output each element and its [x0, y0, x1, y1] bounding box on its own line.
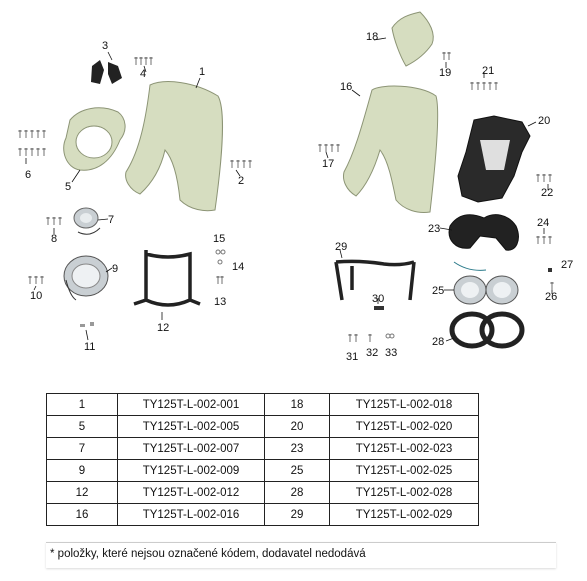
left-code-cell: TY125T-L-002-001: [118, 394, 265, 416]
callout-26: 26: [545, 291, 558, 303]
part-19-screws: [443, 52, 451, 60]
part-11-clips: [80, 322, 94, 327]
part-7-small-lamp: [74, 208, 100, 234]
right-no-cell: 23: [265, 438, 330, 460]
part-28-bezel: [452, 314, 522, 346]
part-16-front-shield: [344, 86, 438, 212]
part-8-screws: [47, 217, 62, 225]
part-22-screws: [537, 174, 552, 182]
part-10-screws: [29, 276, 44, 284]
left-code-cell: TY125T-L-002-012: [118, 482, 265, 504]
callout-7: 7: [108, 214, 115, 226]
part-3-bracket: [91, 60, 122, 84]
right-no-cell: 20: [265, 416, 330, 438]
footnote: * položky, které nejsou označené kódem, dodavatel nedodává: [46, 542, 556, 568]
part-25-twin-headlamps: [454, 262, 518, 304]
part-12-bracket: [134, 250, 200, 305]
callout-27: 27: [561, 259, 574, 271]
table-row: [47, 460, 479, 482]
callout-12: 12: [157, 322, 170, 334]
right-code-cell: TY125T-L-002-025: [330, 460, 479, 482]
right-no-cell: 28: [265, 482, 330, 504]
callout-30: 30: [372, 293, 385, 305]
table-row: [47, 504, 479, 526]
left-code-cell: TY125T-L-002-005: [118, 416, 265, 438]
callout-18: 18: [366, 31, 379, 43]
callout-22: 22: [541, 187, 554, 199]
part-23-black-cover: [449, 215, 518, 250]
callout-32: 32: [366, 347, 379, 359]
callout-13: 13: [214, 296, 227, 308]
part-30-33-fasteners: [349, 306, 395, 342]
right-no-cell: 25: [265, 460, 330, 482]
callout-4: 4: [140, 68, 147, 80]
left-code-cell: TY125T-L-002-007: [118, 438, 265, 460]
part-13-15-fasteners: [216, 250, 225, 284]
part-24-screws: [537, 236, 552, 244]
callout-23: 23: [428, 223, 441, 235]
callout-15: 15: [213, 233, 226, 245]
callout-28: 28: [432, 336, 445, 348]
callout-5: 5: [65, 181, 72, 193]
left-no-cell: 1: [47, 394, 118, 416]
callout-24: 24: [537, 217, 550, 229]
callout-31: 31: [346, 351, 359, 363]
right-code-cell: TY125T-L-002-028: [330, 482, 479, 504]
right-code-cell: TY125T-L-002-029: [330, 504, 479, 526]
part-17-screws: [319, 144, 340, 152]
left-code-cell: TY125T-L-002-009: [118, 460, 265, 482]
callout-11: 11: [84, 341, 96, 353]
part-26-27-fasteners: [548, 268, 554, 290]
callout-21: 21: [482, 65, 495, 77]
table-row: [47, 482, 479, 504]
callout-14: 14: [232, 261, 245, 273]
callout-19: 19: [439, 67, 452, 79]
callout-16: 16: [340, 81, 353, 93]
callout-33: 33: [385, 347, 398, 359]
table-row: [47, 394, 479, 416]
right-no-cell: 18: [265, 394, 330, 416]
left-no-cell: 9: [47, 460, 118, 482]
callout-17: 17: [322, 158, 335, 170]
callout-9: 9: [112, 263, 119, 275]
callout-29: 29: [335, 241, 348, 253]
parts-code-table: [46, 393, 479, 526]
callout-25: 25: [432, 285, 445, 297]
part-6-screws: [19, 130, 46, 156]
left-no-cell: 16: [47, 504, 118, 526]
part-1-front-shield: [126, 82, 223, 211]
right-code-cell: TY125T-L-002-023: [330, 438, 479, 460]
part-2-screws: [231, 160, 252, 168]
left-code-cell: TY125T-L-002-016: [118, 504, 265, 526]
part-18-top-cover: [392, 12, 433, 66]
callout-8: 8: [51, 233, 58, 245]
right-code-cell: TY125T-L-002-020: [330, 416, 479, 438]
left-no-cell: 5: [47, 416, 118, 438]
right-code-cell: TY125T-L-002-018: [330, 394, 479, 416]
table-row: [47, 416, 479, 438]
callout-1: 1: [199, 66, 206, 78]
part-9-headlamp: [64, 256, 108, 300]
callout-2: 2: [238, 175, 245, 187]
part-4-screws: [135, 57, 153, 65]
callout-6: 6: [25, 169, 32, 181]
right-no-cell: 29: [265, 504, 330, 526]
callout-20: 20: [538, 115, 551, 127]
part-21-screws: [471, 82, 498, 90]
left-no-cell: 12: [47, 482, 118, 504]
left-no-cell: 7: [47, 438, 118, 460]
callout-3: 3: [102, 40, 109, 52]
callout-10: 10: [30, 290, 43, 302]
table-row: [47, 438, 479, 460]
